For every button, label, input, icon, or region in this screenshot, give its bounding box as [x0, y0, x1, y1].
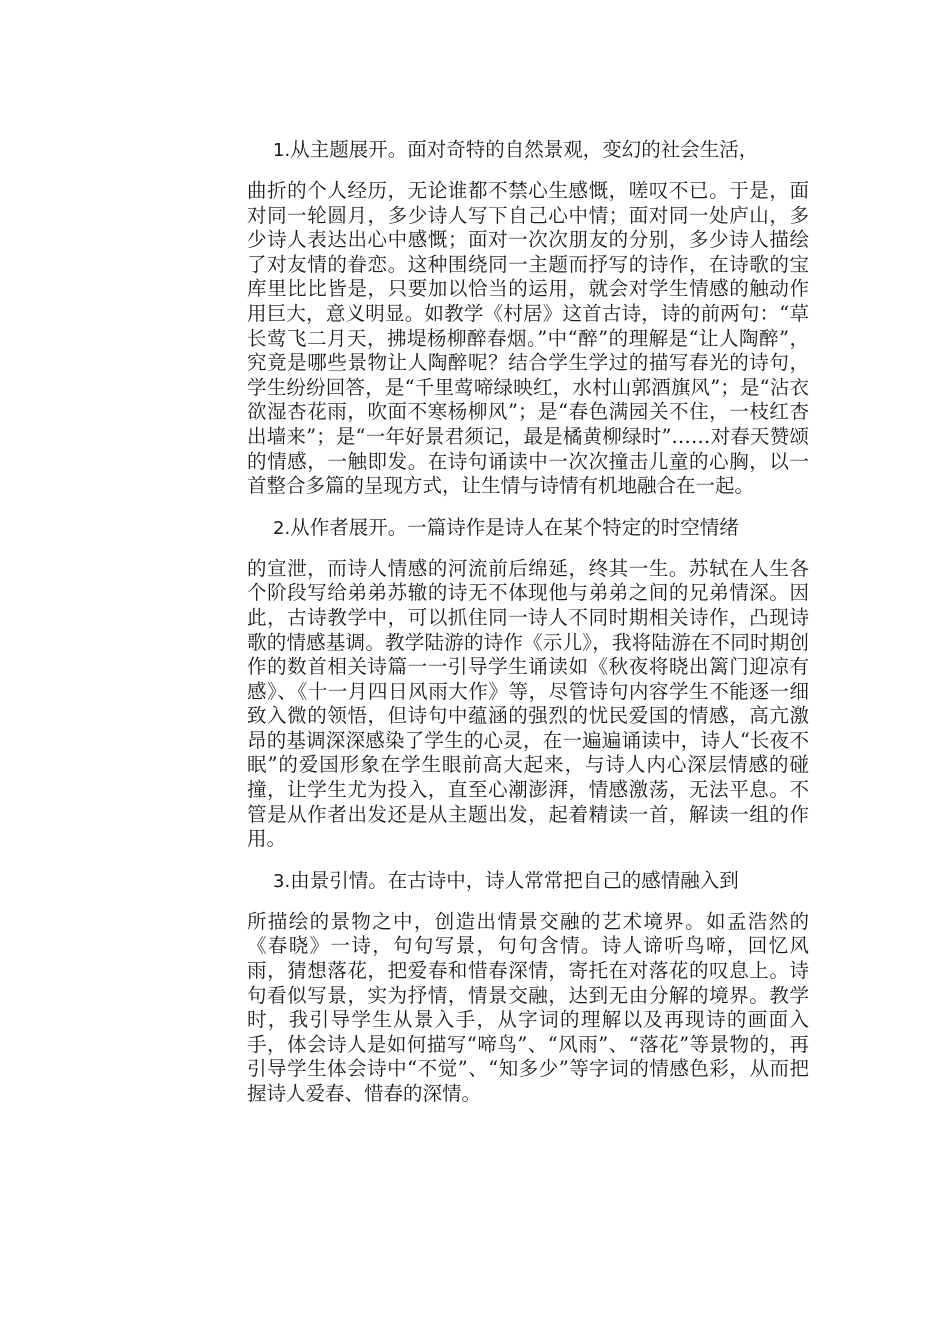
paragraph-1-heading-text: 从主题展开。面对奇特的自然景观，变幻的社会生活， [290, 138, 759, 161]
paragraph-3-heading-text: 由景引情。在古诗中，诗人常常把自己的感情融入到 [290, 868, 739, 892]
paragraph-2-body: 的宣泄，而诗人情感的河流前后绵延，终其一生。苏轼在人生各个阶段写给弟弟苏辙的诗无不体现他与弟弟之间的兄弟情深。因此，古诗教学中，可以抓住同一诗人不同时期相关诗作，凸现诗歌的情感基调。教学陆游的诗作《示儿》，我将陆游在不同时期创作的数首相关诗篇一一引导学生诵读如《秋夜将晓出篱门迎凉有感》、《十一月四日风雨大作》等，尽管诗句内容学生不能逐一细致入微的领悟，但诗句中蕴涵的强烈的忧民爱国的情感，高亢激昂的基调深深感染了学生的心灵，在一遍遍诵读中，诗人“长夜不眠”的爱国形象在学生眼前高大起来，与诗人内心深层情感的碰撞，让学生尤为投入，直至心潮澎湃，情感激荡，无法平息。不管是从作者出发还是从主题出发，起着精读一首，解读一组的作用。 [247, 556, 809, 851]
paragraph-2-first-line [247, 513, 809, 543]
document-page [247, 135, 809, 1121]
paragraph-2-heading-text: 从作者展开。一篇诗作是诗人在某个特定的时空情绪 [290, 515, 739, 539]
paragraph-1 [247, 135, 809, 499]
paragraph-3 [247, 866, 809, 1107]
paragraph-3-number: 3. [273, 870, 291, 892]
paragraph-2-number: 2. [273, 517, 291, 539]
paragraph-3-first-line [247, 866, 809, 896]
paragraph-1-body: 曲折的个人经历，无论谁都不禁心生感慨，嗟叹不已。于是，面对同一轮圆月，多少诗人写下自己心中情；面对同一处庐山，多少诗人表达出心中感慨；面对一次次朋友的分别，多少诗人描绘了对友情的眷恋。这种围绕同一主题而抒写的诗作，在诗歌的宝库里比比皆是，只要加以恰当的运用，就会对学生情感的触动作用巨大，意义明显。如教学《村居》这首古诗，诗的前两句：“草长莺飞二月天，拂堤杨柳醉春烟。”中“醉”的理解是“让人陶醉”，究竟是哪些景物让人陶醉呢？结合学生学过的描写春光的诗句，学生纷纷回答，是“千里莺啼绿映红，水村山郭酒旗风”；是“沾衣欲湿杏花雨，吹面不寒杨柳风”；是“春色满园关不住，一枝红杏出墙来”；是“一年好景君须记，最是橘黄柳绿时”……对春天赞颂的情感，一触即发。在诗句诵读中一次次撞击儿童的心胸，以一首整合多篇的呈现方式，让生情与诗情有机地融合在一起。 [247, 179, 809, 498]
paragraph-1-first-line [247, 135, 809, 165]
paragraph-1-number: 1. [273, 140, 291, 161]
paragraph-3-body: 所描绘的景物之中，创造出情景交融的艺术境界。如孟浩然的《春晓》一诗，句句写景，句句含情。诗人谛听鸟啼，回忆风雨，猜想落花，把爱春和惜春深情，寄托在对落花的叹息上。诗句看似写景，实为抒情，情景交融，达到无由分解的境界。教学时，我引导学生从景入手，从字词的理解以及再现诗的画面入手，体会诗人是如何描写“啼鸟”、“风雨”、“落花”等景物的，再引导学生体会诗中“不觉”、“知多少”等字词的情感色彩，从而把握诗人爱春、惜春的深情。 [247, 909, 809, 1105]
paragraph-2 [247, 513, 809, 852]
